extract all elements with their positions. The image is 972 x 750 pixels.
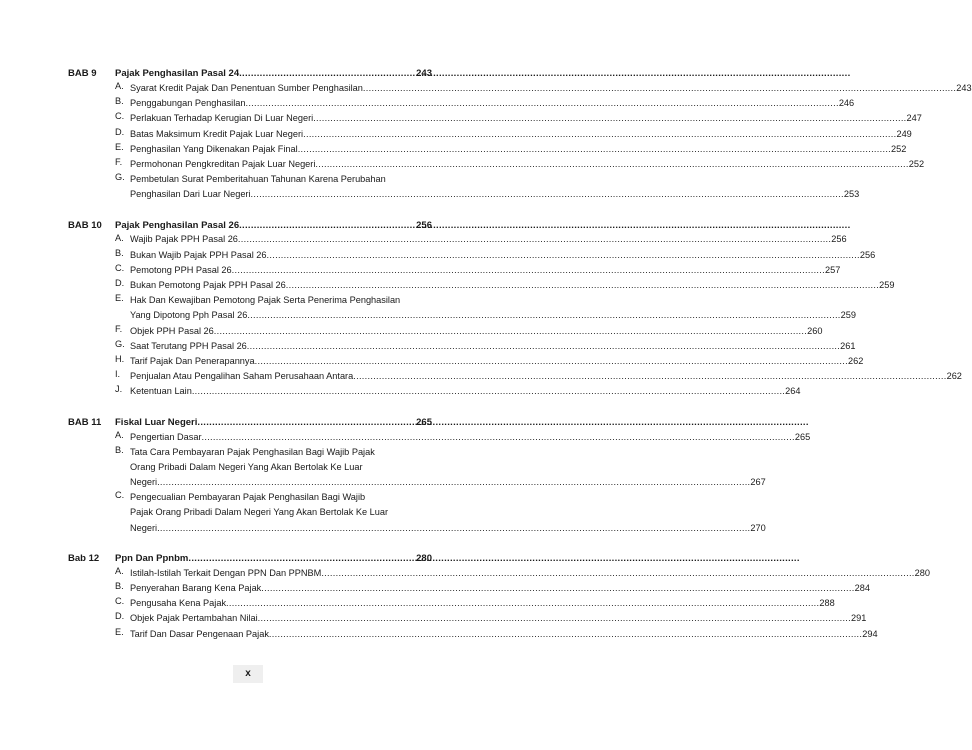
entry-title: Ketentuan Lain (130, 386, 192, 397)
entry-title: Penggabungan Penghasilan (130, 98, 246, 109)
entry-line (130, 475, 766, 490)
table-of-contents (68, 66, 972, 657)
entry-page: 267 (750, 477, 766, 488)
entry-letter: D. (115, 278, 125, 289)
chapter-section (68, 415, 811, 536)
entry-letter: C. (115, 490, 125, 501)
entry-line (130, 233, 847, 248)
entry-title: Bukan Pemotong Pajak PPH Pasal 26 (130, 280, 286, 291)
dot-leader (269, 627, 862, 642)
entry-text (130, 293, 856, 323)
entry-page: 259 (879, 280, 895, 291)
toc-entry (115, 581, 870, 596)
entry-line (130, 142, 906, 157)
entry-title: Yang Dipotong Pph Pasal 26 (130, 310, 248, 321)
entry-page: 257 (824, 264, 841, 275)
entry-title: Pemotong PPH Pasal 26 (130, 264, 232, 275)
entry-title: Penjualan Atau Pengalihan Saham Perusahaan Antara (130, 371, 354, 382)
dot-leader (267, 248, 860, 263)
dot-leader (258, 611, 851, 626)
entry-title: Orang Pribadi Dalam Negeri Yang Akan Bertolak Ke Luar (130, 461, 363, 472)
toc-entry (115, 293, 856, 323)
entry-letter: B. (115, 247, 124, 258)
entry-line (130, 581, 870, 596)
entry-text (130, 278, 894, 293)
dot-leader (321, 566, 914, 581)
dot-leader (232, 263, 825, 278)
entry-title: Pengecualian Pembayaran Pajak Penghasilan Bagi Wajib (130, 492, 366, 503)
entry-page: 243 (956, 82, 972, 93)
dot-leader (286, 278, 879, 293)
entry-page: 259 (840, 310, 856, 321)
entry-title: Syarat Kredit Pajak Dan Penentuan Sumber Penghasilan (130, 82, 363, 93)
dot-leader (197, 415, 416, 430)
entry-text (130, 172, 859, 202)
toc-entry (115, 126, 912, 142)
toc-entry (115, 111, 922, 126)
entry-letter: E. (115, 141, 124, 152)
entry-text (130, 127, 912, 142)
entry-page: 256 (831, 234, 847, 245)
chapter-title: Pajak Penghasilan Pasal 26 (115, 219, 240, 231)
entry-letter: A. (115, 81, 124, 91)
toc-entry (115, 262, 841, 278)
entry-line (130, 627, 878, 642)
dot-leader (255, 354, 848, 369)
entry-line (130, 354, 863, 369)
entry-list (115, 429, 811, 536)
entry-title: Penyerahan Barang Kena Pajak (130, 583, 262, 594)
entry-title: Pembetulan Surat Pemberitahuan Tahunan Karena Perubahan (130, 174, 386, 185)
entry-text (130, 263, 840, 278)
entry-text (130, 96, 854, 111)
entry-line (130, 96, 854, 111)
entry-text (130, 430, 810, 445)
entry-page: 261 (840, 340, 856, 351)
entry-line (130, 324, 822, 339)
toc-entry (115, 232, 847, 248)
entry-line (130, 369, 962, 384)
entry-title: Tarif Pajak Dan Penerapannya (130, 355, 255, 366)
entry-title: Tarif Dan Dasar Pengenaan Pajak (130, 628, 269, 639)
entry-page: 280 (914, 567, 931, 578)
dot-leader (157, 521, 750, 536)
dot-leader (239, 66, 416, 81)
entry-text (130, 566, 930, 581)
entry-line (130, 506, 766, 521)
toc-entry (115, 596, 835, 611)
entry-line (130, 430, 810, 445)
chapter-section (68, 551, 931, 642)
entry-list (115, 81, 972, 203)
entry-text (130, 81, 972, 96)
entry-title: Pengertian Dasar (130, 431, 202, 442)
chapter-heading (68, 415, 432, 430)
entry-line (130, 263, 840, 278)
entry-page: 262 (946, 371, 962, 382)
toc-entry (115, 323, 823, 339)
toc-entry (115, 278, 895, 293)
entry-letter: A. (115, 565, 124, 576)
entry-letter: A. (115, 232, 124, 243)
dot-leader (261, 581, 854, 596)
chapter-page: 265 (416, 416, 432, 428)
entry-text (130, 142, 906, 157)
entry-title: Negeri (130, 477, 158, 488)
chapter-page: 243 (416, 68, 432, 79)
chapter-number: BAB 9 (68, 68, 97, 79)
entry-title: Perlakuan Terhadap Kerugian Di Luar Negeri (130, 113, 314, 124)
entry-text (130, 384, 801, 399)
entry-text (130, 490, 766, 536)
entry-title: Batas Maksimum Kredit Pajak Luar Negeri (130, 128, 304, 139)
entry-line (130, 521, 766, 536)
toc-entry (115, 369, 962, 384)
entry-line (130, 339, 855, 354)
toc-entry (115, 490, 766, 536)
entry-letter: A. (115, 429, 124, 440)
entry-title: Permohonan Pengkreditan Pajak Luar Negeri (130, 158, 316, 169)
entry-line (130, 248, 875, 263)
chapter-section (68, 218, 962, 400)
dot-leader (247, 308, 840, 323)
chapter-section (68, 66, 972, 203)
dot-leader (353, 369, 946, 384)
entry-line (130, 172, 859, 187)
toc-entry (115, 384, 801, 399)
entry-page: 249 (896, 128, 912, 139)
toc-entry (115, 156, 925, 172)
entry-letter: B. (115, 444, 124, 455)
entry-page: 284 (854, 583, 870, 594)
entry-page: 256 (859, 249, 876, 260)
entry-text (130, 611, 866, 626)
entry-letter: G. (115, 172, 125, 183)
entry-line (130, 293, 856, 308)
entry-letter: E. (115, 626, 124, 637)
dot-leader (247, 339, 840, 354)
entry-letter: J. (115, 384, 123, 395)
dot-leader (157, 475, 750, 490)
entry-letter: B. (115, 96, 124, 107)
dot-leader (188, 551, 416, 566)
dot-leader (303, 127, 896, 142)
toc-entry (115, 354, 864, 369)
dot-leader (245, 96, 838, 111)
entry-text (130, 248, 875, 263)
entry-line (130, 111, 922, 126)
dot-leader (202, 430, 795, 445)
entry-letter: B. (115, 581, 124, 592)
toc-entry (115, 338, 856, 354)
entry-page: 265 (794, 431, 811, 442)
dot-leader (214, 324, 807, 339)
entry-page: 260 (807, 325, 823, 336)
chapter-number: BAB 11 (68, 416, 102, 428)
entry-page: 253 (843, 189, 860, 200)
entry-text (130, 445, 766, 491)
entry-letter: C. (115, 111, 125, 122)
dot-leader (226, 596, 819, 611)
entry-text (130, 596, 835, 611)
entry-line (130, 308, 856, 323)
entry-page: 252 (891, 143, 907, 154)
entry-letter: G. (115, 338, 125, 349)
dot-leader (315, 157, 908, 172)
entry-title: Negeri (130, 522, 158, 533)
page-number: x (233, 665, 263, 683)
entry-page: 294 (862, 628, 878, 639)
entry-line (130, 384, 801, 399)
toc-entry (115, 96, 855, 111)
entry-text (130, 581, 870, 596)
entry-title: Wajib Pajak PPH Pasal 26 (130, 234, 238, 245)
dot-leader (313, 111, 906, 126)
entry-line (130, 278, 894, 293)
entry-title: Bukan Wajib Pajak PPH Pasal 26 (130, 249, 267, 260)
entry-text (130, 627, 878, 642)
entry-letter: C. (115, 262, 125, 273)
chapter-title: Pajak Penghasilan Pasal 24 (115, 68, 240, 79)
entry-text (130, 369, 962, 384)
toc-entry (115, 626, 878, 642)
entry-title: Pengusaha Kena Pajak (130, 598, 227, 609)
dot-leader (298, 142, 891, 157)
entry-line (130, 596, 835, 611)
entry-title: Pajak Orang Pribadi Dalam Negeri Yang Akan Bertolak Ke Luar (130, 507, 389, 518)
entry-text (130, 324, 822, 339)
entry-title: Penghasilan Yang Dikenakan Pajak Final (130, 143, 298, 154)
entry-line (130, 445, 766, 460)
entry-letter: F. (115, 323, 123, 334)
entry-letter: E. (115, 293, 124, 304)
dot-leader (251, 187, 844, 202)
entry-page: 262 (847, 355, 864, 366)
entry-line (130, 611, 866, 626)
entry-letter: D. (115, 611, 125, 622)
toc-entry (115, 565, 931, 581)
entry-page: 246 (838, 98, 855, 109)
chapter-heading (68, 66, 432, 81)
toc-entry (115, 172, 860, 202)
entry-list (115, 232, 962, 400)
entry-page: 291 (851, 613, 867, 624)
chapter-heading (68, 551, 432, 566)
dot-leader (238, 232, 831, 247)
chapter-title: Ppn Dan Ppnbm (115, 552, 189, 564)
entry-letter: F. (115, 156, 123, 167)
entry-text (130, 157, 924, 172)
chapter-page: 256 (416, 219, 432, 231)
entry-line (130, 490, 766, 505)
entry-title: Objek Pajak Pertambahan Nilai (130, 613, 258, 624)
entry-text (130, 111, 922, 126)
entry-page: 264 (785, 386, 801, 397)
chapter-number: BAB 10 (68, 219, 102, 231)
entry-text (130, 233, 847, 248)
chapter-number: Bab 12 (68, 552, 100, 564)
toc-entry (115, 611, 867, 626)
entry-line (130, 157, 924, 172)
entry-letter: D. (115, 126, 125, 137)
dot-leader (192, 384, 785, 399)
chapter-heading (68, 218, 432, 233)
entry-page: 247 (906, 113, 922, 124)
dot-leader (239, 218, 416, 233)
entry-page: 252 (908, 158, 925, 169)
chapter-page: 280 (416, 552, 432, 564)
entry-letter: H. (115, 354, 125, 364)
entry-text (130, 354, 863, 369)
entry-title: Istilah-Istilah Terkait Dengan PPN Dan PPNBM (130, 567, 322, 578)
entry-letter: C. (115, 596, 125, 607)
entry-line (130, 460, 766, 475)
entry-list (115, 565, 931, 642)
chapter-title: Fiskal Luar Negeri (115, 416, 198, 428)
entry-title: Hak Dan Kewajiban Pemotong Pajak Serta Penerima Penghasilan (130, 295, 401, 306)
entry-letter: I. (115, 369, 121, 380)
entry-page: 288 (819, 598, 835, 609)
entry-line (130, 566, 930, 581)
toc-entry (115, 444, 766, 491)
entry-title: Saat Terutang PPH Pasal 26 (130, 340, 247, 351)
toc-entry (115, 141, 907, 157)
entry-page: 270 (750, 522, 766, 533)
entry-title: Tata Cara Pembayaran Pajak Penghasilan Bagi Wajib Pajak (130, 446, 375, 457)
dot-leader (363, 81, 956, 96)
toc-entry (115, 429, 811, 445)
entry-title: Penghasilan Dari Luar Negeri (130, 189, 251, 200)
entry-text (130, 339, 855, 354)
entry-line (130, 187, 859, 202)
toc-entry (115, 81, 972, 96)
entry-title: Objek PPH Pasal 26 (130, 325, 214, 336)
entry-line (130, 127, 912, 142)
entry-line (130, 81, 972, 96)
toc-entry (115, 247, 876, 263)
